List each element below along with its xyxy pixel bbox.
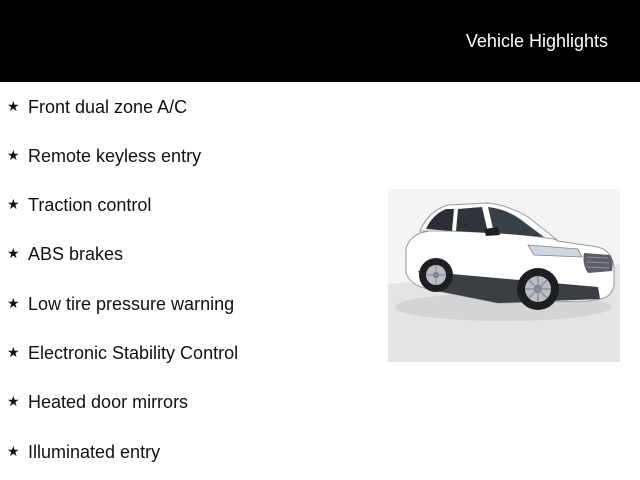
header-bar	[0, 0, 640, 82]
feature-label: Illuminated entry	[28, 442, 161, 462]
feature-label: Remote keyless entry	[28, 146, 202, 166]
feature-label: Front dual zone A/C	[28, 97, 188, 117]
vehicle-photo	[388, 189, 620, 362]
star-icon: ★	[7, 295, 20, 311]
star-icon: ★	[7, 393, 20, 409]
feature-label: Heated door mirrors	[28, 392, 189, 412]
star-icon: ★	[7, 443, 20, 459]
star-icon: ★	[7, 147, 20, 163]
feature-label: Electronic Stability Control	[28, 343, 239, 363]
star-icon: ★	[7, 245, 20, 261]
header-title: Vehicle Highlights	[465, 31, 608, 51]
feature-label: Traction control	[28, 195, 152, 215]
star-icon: ★	[7, 344, 20, 360]
feature-label: Low tire pressure warning	[28, 294, 235, 314]
star-icon: ★	[7, 98, 20, 114]
star-icon: ★	[7, 196, 20, 212]
feature-label: ABS brakes	[28, 244, 124, 264]
suv-image	[388, 189, 620, 362]
